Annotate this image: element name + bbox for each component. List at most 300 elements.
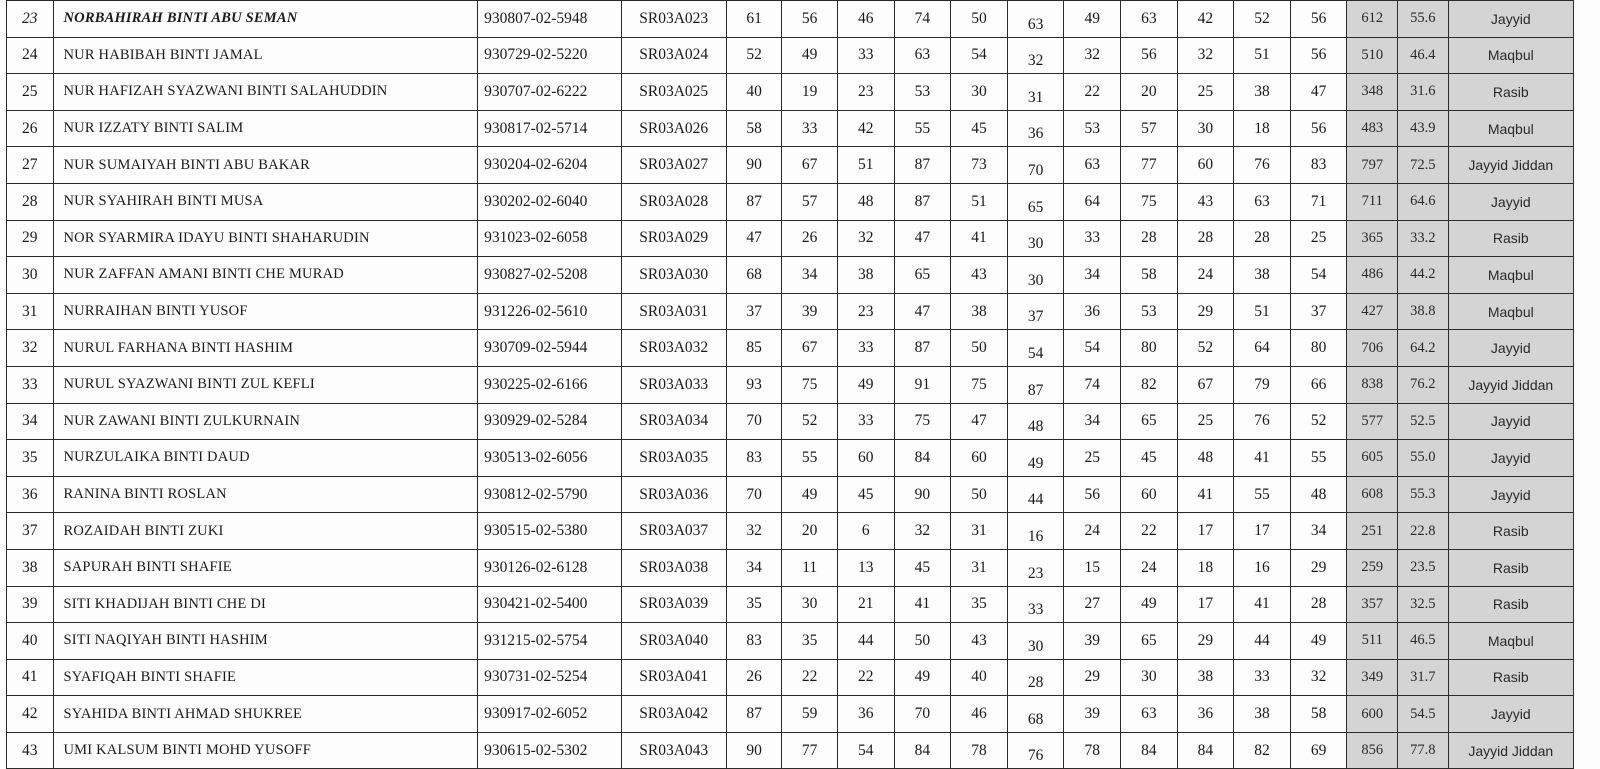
percentage: 44.2 <box>1398 257 1449 294</box>
subject-mark: 49 <box>1064 1 1121 38</box>
subject-mark: 57 <box>1121 110 1178 147</box>
grade-label: Rasib <box>1448 513 1573 550</box>
subject-mark: 87 <box>894 147 951 184</box>
row-number: 31 <box>7 293 54 330</box>
subject-mark: 82 <box>1234 732 1291 769</box>
percentage: 32.5 <box>1398 586 1449 623</box>
subject-mark: 53 <box>1121 293 1178 330</box>
subject-mark: 28 <box>1121 220 1178 257</box>
subject-mark: 29 <box>1177 623 1234 660</box>
percentage: 55.6 <box>1398 1 1449 38</box>
subject-mark: 45 <box>837 476 894 513</box>
subject-mark: 49 <box>782 37 838 74</box>
student-name: NURZULAIKA BINTI DAUD <box>53 440 478 477</box>
grade-label: Rasib <box>1448 549 1573 586</box>
subject-mark: 50 <box>951 476 1008 513</box>
total-mark: 365 <box>1347 220 1398 257</box>
subject-mark: 57 <box>782 183 838 220</box>
subject-mark: 93 <box>726 366 782 403</box>
grade-label: Maqbul <box>1448 293 1573 330</box>
subject-mark: 75 <box>782 366 838 403</box>
student-name: SYAHIDA BINTI AHMAD SHUKREE <box>53 696 478 733</box>
subject-mark: 55 <box>894 110 951 147</box>
subject-mark: 65 <box>1007 183 1064 220</box>
grade-label: Jayyid <box>1448 440 1573 477</box>
student-name: NUR SYAHIRAH BINTI MUSA <box>53 183 478 220</box>
subject-mark: 52 <box>726 37 782 74</box>
subject-mark: 41 <box>1177 476 1234 513</box>
subject-mark: 60 <box>1177 147 1234 184</box>
ic-number: 930929-02-5284 <box>478 403 622 440</box>
grade-label: Jayyid <box>1448 1 1573 38</box>
table-row <box>7 440 1574 477</box>
subject-mark: 33 <box>1007 586 1064 623</box>
grade-label: Jayyid <box>1448 330 1573 367</box>
subject-mark: 63 <box>1121 1 1178 38</box>
subject-mark: 34 <box>726 549 782 586</box>
percentage: 77.8 <box>1398 732 1449 769</box>
subject-mark: 73 <box>951 147 1008 184</box>
percentage: 64.6 <box>1398 183 1449 220</box>
subject-mark: 56 <box>1121 37 1178 74</box>
ic-number: 930421-02-5400 <box>478 586 622 623</box>
ic-number: 930731-02-5254 <box>478 659 622 696</box>
student-id: SR03A027 <box>621 147 726 184</box>
total-mark: 486 <box>1347 257 1398 294</box>
subject-mark: 76 <box>1234 403 1291 440</box>
subject-mark: 36 <box>837 696 894 733</box>
grade-label: Maqbul <box>1448 110 1573 147</box>
table-row <box>7 586 1574 623</box>
table-row <box>7 513 1574 550</box>
total-mark: 349 <box>1347 659 1398 696</box>
row-number: 36 <box>7 476 54 513</box>
subject-mark: 19 <box>782 74 838 111</box>
percentage: 38.8 <box>1398 293 1449 330</box>
student-id: SR03A038 <box>621 549 726 586</box>
student-id: SR03A043 <box>621 732 726 769</box>
table-row <box>7 696 1574 733</box>
subject-mark: 26 <box>782 220 838 257</box>
subject-mark: 84 <box>1177 732 1234 769</box>
subject-mark: 69 <box>1290 732 1347 769</box>
subject-mark: 36 <box>1064 293 1121 330</box>
subject-mark: 30 <box>1007 257 1064 294</box>
subject-mark: 32 <box>837 220 894 257</box>
subject-mark: 52 <box>1234 1 1291 38</box>
ic-number: 930513-02-6056 <box>478 440 622 477</box>
subject-mark: 90 <box>726 147 782 184</box>
subject-mark: 71 <box>1290 183 1347 220</box>
student-name: NORBAHIRAH BINTI ABU SEMAN <box>53 1 478 38</box>
subject-mark: 55 <box>782 440 838 477</box>
total-mark: 605 <box>1347 440 1398 477</box>
subject-mark: 60 <box>1121 476 1178 513</box>
subject-mark: 15 <box>1064 549 1121 586</box>
subject-mark: 6 <box>837 513 894 550</box>
row-number: 42 <box>7 696 54 733</box>
subject-mark: 58 <box>1121 257 1178 294</box>
subject-mark: 51 <box>1234 37 1291 74</box>
subject-mark: 22 <box>782 659 838 696</box>
subject-mark: 37 <box>726 293 782 330</box>
table-row <box>7 110 1574 147</box>
table-body <box>7 1 1574 769</box>
subject-mark: 54 <box>1064 330 1121 367</box>
subject-mark: 25 <box>1290 220 1347 257</box>
subject-mark: 35 <box>726 586 782 623</box>
total-mark: 608 <box>1347 476 1398 513</box>
subject-mark: 34 <box>1290 513 1347 550</box>
subject-mark: 41 <box>894 586 951 623</box>
subject-mark: 30 <box>782 586 838 623</box>
table-row <box>7 330 1574 367</box>
subject-mark: 32 <box>894 513 951 550</box>
subject-mark: 24 <box>1121 549 1178 586</box>
subject-mark: 60 <box>837 440 894 477</box>
student-id: SR03A029 <box>621 220 726 257</box>
subject-mark: 52 <box>1290 403 1347 440</box>
student-id: SR03A034 <box>621 403 726 440</box>
subject-mark: 29 <box>1290 549 1347 586</box>
subject-mark: 66 <box>1290 366 1347 403</box>
subject-mark: 34 <box>1064 257 1121 294</box>
table-row <box>7 476 1574 513</box>
subject-mark: 87 <box>726 183 782 220</box>
grade-label: Jayyid <box>1448 403 1573 440</box>
grade-label: Maqbul <box>1448 257 1573 294</box>
subject-mark: 55 <box>1290 440 1347 477</box>
row-number: 41 <box>7 659 54 696</box>
subject-mark: 37 <box>1290 293 1347 330</box>
subject-mark: 18 <box>1234 110 1291 147</box>
subject-mark: 87 <box>894 183 951 220</box>
subject-mark: 42 <box>1177 1 1234 38</box>
subject-mark: 42 <box>837 110 894 147</box>
subject-mark: 36 <box>1007 110 1064 147</box>
subject-mark: 17 <box>1177 586 1234 623</box>
subject-mark: 47 <box>894 220 951 257</box>
percentage: 46.5 <box>1398 623 1449 660</box>
subject-mark: 44 <box>837 623 894 660</box>
row-number: 33 <box>7 366 54 403</box>
subject-mark: 40 <box>951 659 1008 696</box>
subject-mark: 85 <box>726 330 782 367</box>
subject-mark: 31 <box>951 513 1008 550</box>
subject-mark: 25 <box>1064 440 1121 477</box>
row-number: 38 <box>7 549 54 586</box>
subject-mark: 37 <box>1007 293 1064 330</box>
row-number: 32 <box>7 330 54 367</box>
subject-mark: 30 <box>1177 110 1234 147</box>
subject-mark: 31 <box>1007 74 1064 111</box>
student-id: SR03A030 <box>621 257 726 294</box>
subject-mark: 50 <box>894 623 951 660</box>
row-number: 26 <box>7 110 54 147</box>
subject-mark: 56 <box>1064 476 1121 513</box>
subject-mark: 39 <box>1064 623 1121 660</box>
subject-mark: 27 <box>1064 586 1121 623</box>
subject-mark: 79 <box>1234 366 1291 403</box>
subject-mark: 38 <box>1234 74 1291 111</box>
subject-mark: 70 <box>726 403 782 440</box>
subject-mark: 33 <box>782 110 838 147</box>
subject-mark: 83 <box>726 623 782 660</box>
subject-mark: 46 <box>837 1 894 38</box>
row-number: 35 <box>7 440 54 477</box>
student-id: SR03A036 <box>621 476 726 513</box>
subject-mark: 67 <box>1177 366 1234 403</box>
student-id: SR03A025 <box>621 74 726 111</box>
student-name: RANINA BINTI ROSLAN <box>53 476 478 513</box>
table-row <box>7 293 1574 330</box>
student-name: NUR IZZATY BINTI SALIM <box>53 110 478 147</box>
subject-mark: 80 <box>1290 330 1347 367</box>
row-number: 43 <box>7 732 54 769</box>
row-number: 27 <box>7 147 54 184</box>
total-mark: 348 <box>1347 74 1398 111</box>
subject-mark: 44 <box>1234 623 1291 660</box>
subject-mark: 38 <box>1234 257 1291 294</box>
student-name: NURUL SYAZWANI BINTI ZUL KEFLI <box>53 366 478 403</box>
student-id: SR03A035 <box>621 440 726 477</box>
percentage: 55.0 <box>1398 440 1449 477</box>
grade-label: Rasib <box>1448 659 1573 696</box>
subject-mark: 49 <box>1121 586 1178 623</box>
subject-mark: 46 <box>951 696 1008 733</box>
ic-number: 930202-02-6040 <box>478 183 622 220</box>
subject-mark: 78 <box>1064 732 1121 769</box>
total-mark: 711 <box>1347 183 1398 220</box>
ic-number: 930126-02-6128 <box>478 549 622 586</box>
total-mark: 612 <box>1347 1 1398 38</box>
percentage: 31.7 <box>1398 659 1449 696</box>
total-mark: 511 <box>1347 623 1398 660</box>
subject-mark: 49 <box>1290 623 1347 660</box>
student-id: SR03A033 <box>621 366 726 403</box>
grade-label: Jayyid <box>1448 183 1573 220</box>
subject-mark: 56 <box>1290 37 1347 74</box>
subject-mark: 33 <box>1234 659 1291 696</box>
subject-mark: 61 <box>726 1 782 38</box>
percentage: 55.3 <box>1398 476 1449 513</box>
subject-mark: 21 <box>837 586 894 623</box>
subject-mark: 48 <box>1290 476 1347 513</box>
subject-mark: 41 <box>1234 586 1291 623</box>
ic-number: 930817-02-5714 <box>478 110 622 147</box>
student-name: SAPURAH BINTI SHAFIE <box>53 549 478 586</box>
subject-mark: 70 <box>726 476 782 513</box>
subject-mark: 50 <box>951 1 1008 38</box>
subject-mark: 51 <box>951 183 1008 220</box>
subject-mark: 51 <box>1234 293 1291 330</box>
subject-mark: 65 <box>894 257 951 294</box>
percentage: 64.2 <box>1398 330 1449 367</box>
subject-mark: 90 <box>726 732 782 769</box>
subject-mark: 35 <box>782 623 838 660</box>
subject-mark: 32 <box>1290 659 1347 696</box>
student-id: SR03A041 <box>621 659 726 696</box>
ic-number: 930225-02-6166 <box>478 366 622 403</box>
grade-label: Rasib <box>1448 74 1573 111</box>
subject-mark: 24 <box>1064 513 1121 550</box>
total-mark: 510 <box>1347 37 1398 74</box>
grade-label: Jayyid Jiddan <box>1448 732 1573 769</box>
subject-mark: 63 <box>1234 183 1291 220</box>
subject-mark: 68 <box>726 257 782 294</box>
subject-mark: 20 <box>782 513 838 550</box>
table-row <box>7 257 1574 294</box>
subject-mark: 25 <box>1177 74 1234 111</box>
subject-mark: 45 <box>1121 440 1178 477</box>
subject-mark: 23 <box>837 74 894 111</box>
grade-label: Jayyid Jiddan <box>1448 147 1573 184</box>
ic-number: 930707-02-6222 <box>478 74 622 111</box>
table-row <box>7 732 1574 769</box>
subject-mark: 24 <box>1177 257 1234 294</box>
table-row <box>7 1 1574 38</box>
student-name: SITI KHADIJAH BINTI CHE DI <box>53 586 478 623</box>
subject-mark: 13 <box>837 549 894 586</box>
subject-mark: 54 <box>1290 257 1347 294</box>
student-id: SR03A031 <box>621 293 726 330</box>
subject-mark: 65 <box>1121 403 1178 440</box>
subject-mark: 48 <box>1177 440 1234 477</box>
subject-mark: 91 <box>894 366 951 403</box>
subject-mark: 84 <box>894 732 951 769</box>
student-name: NURRAIHAN BINTI YUSOF <box>53 293 478 330</box>
row-number: 30 <box>7 257 54 294</box>
total-mark: 251 <box>1347 513 1398 550</box>
subject-mark: 50 <box>951 330 1008 367</box>
ic-number: 931023-02-6058 <box>478 220 622 257</box>
subject-mark: 60 <box>951 440 1008 477</box>
subject-mark: 59 <box>782 696 838 733</box>
subject-mark: 43 <box>951 623 1008 660</box>
grade-label: Maqbul <box>1448 623 1573 660</box>
subject-mark: 25 <box>1177 403 1234 440</box>
subject-mark: 30 <box>1121 659 1178 696</box>
total-mark: 706 <box>1347 330 1398 367</box>
table-row <box>7 183 1574 220</box>
table-row <box>7 74 1574 111</box>
subject-mark: 33 <box>837 37 894 74</box>
subject-mark: 43 <box>1177 183 1234 220</box>
subject-mark: 56 <box>1290 110 1347 147</box>
ic-number: 930204-02-6204 <box>478 147 622 184</box>
subject-mark: 26 <box>726 659 782 696</box>
subject-mark: 28 <box>1007 659 1064 696</box>
subject-mark: 48 <box>837 183 894 220</box>
subject-mark: 49 <box>837 366 894 403</box>
subject-mark: 49 <box>1007 440 1064 477</box>
subject-mark: 77 <box>1121 147 1178 184</box>
subject-mark: 16 <box>1234 549 1291 586</box>
percentage: 54.5 <box>1398 696 1449 733</box>
subject-mark: 38 <box>1177 659 1234 696</box>
student-id: SR03A032 <box>621 330 726 367</box>
subject-mark: 65 <box>1121 623 1178 660</box>
student-name: NUR HABIBAH BINTI JAMAL <box>53 37 478 74</box>
ic-number: 930812-02-5790 <box>478 476 622 513</box>
grade-label: Jayyid <box>1448 476 1573 513</box>
percentage: 33.2 <box>1398 220 1449 257</box>
row-number: 23 <box>7 1 54 38</box>
student-name: ROZAIDAH BINTI ZUKI <box>53 513 478 550</box>
grade-label: Jayyid <box>1448 696 1573 733</box>
grade-label: Rasib <box>1448 220 1573 257</box>
ic-number: 930709-02-5944 <box>478 330 622 367</box>
subject-mark: 54 <box>951 37 1008 74</box>
subject-mark: 29 <box>1064 659 1121 696</box>
subject-mark: 30 <box>951 74 1008 111</box>
total-mark: 856 <box>1347 732 1398 769</box>
grade-label: Jayyid Jiddan <box>1448 366 1573 403</box>
ic-number: 930917-02-6052 <box>478 696 622 733</box>
subject-mark: 70 <box>894 696 951 733</box>
subject-mark: 47 <box>894 293 951 330</box>
subject-mark: 75 <box>894 403 951 440</box>
table-row <box>7 366 1574 403</box>
subject-mark: 74 <box>1064 366 1121 403</box>
total-mark: 483 <box>1347 110 1398 147</box>
results-sheet <box>6 0 1594 765</box>
subject-mark: 44 <box>1007 476 1064 513</box>
subject-mark: 70 <box>1007 147 1064 184</box>
subject-mark: 32 <box>726 513 782 550</box>
subject-mark: 58 <box>1290 696 1347 733</box>
subject-mark: 45 <box>951 110 1008 147</box>
student-name: NOR SYARMIRA IDAYU BINTI SHAHARUDIN <box>53 220 478 257</box>
row-number: 24 <box>7 37 54 74</box>
student-id: SR03A026 <box>621 110 726 147</box>
subject-mark: 63 <box>1064 147 1121 184</box>
subject-mark: 18 <box>1177 549 1234 586</box>
subject-mark: 28 <box>1234 220 1291 257</box>
percentage: 72.5 <box>1398 147 1449 184</box>
subject-mark: 30 <box>1007 623 1064 660</box>
subject-mark: 28 <box>1177 220 1234 257</box>
subject-mark: 78 <box>951 732 1008 769</box>
subject-mark: 76 <box>1007 732 1064 769</box>
subject-mark: 23 <box>1007 549 1064 586</box>
subject-mark: 23 <box>837 293 894 330</box>
ic-number: 930729-02-5220 <box>478 37 622 74</box>
subject-mark: 17 <box>1177 513 1234 550</box>
percentage: 46.4 <box>1398 37 1449 74</box>
ic-number: 931215-02-5754 <box>478 623 622 660</box>
subject-mark: 54 <box>1007 330 1064 367</box>
subject-mark: 74 <box>894 1 951 38</box>
subject-mark: 38 <box>837 257 894 294</box>
subject-mark: 53 <box>1064 110 1121 147</box>
student-id: SR03A039 <box>621 586 726 623</box>
subject-mark: 30 <box>1007 220 1064 257</box>
percentage: 22.8 <box>1398 513 1449 550</box>
subject-mark: 83 <box>1290 147 1347 184</box>
subject-mark: 45 <box>894 549 951 586</box>
subject-mark: 51 <box>837 147 894 184</box>
row-number: 37 <box>7 513 54 550</box>
row-number: 29 <box>7 220 54 257</box>
subject-mark: 67 <box>782 147 838 184</box>
subject-mark: 20 <box>1121 74 1178 111</box>
total-mark: 577 <box>1347 403 1398 440</box>
grade-label: Maqbul <box>1448 37 1573 74</box>
total-mark: 427 <box>1347 293 1398 330</box>
table-row <box>7 659 1574 696</box>
percentage: 52.5 <box>1398 403 1449 440</box>
